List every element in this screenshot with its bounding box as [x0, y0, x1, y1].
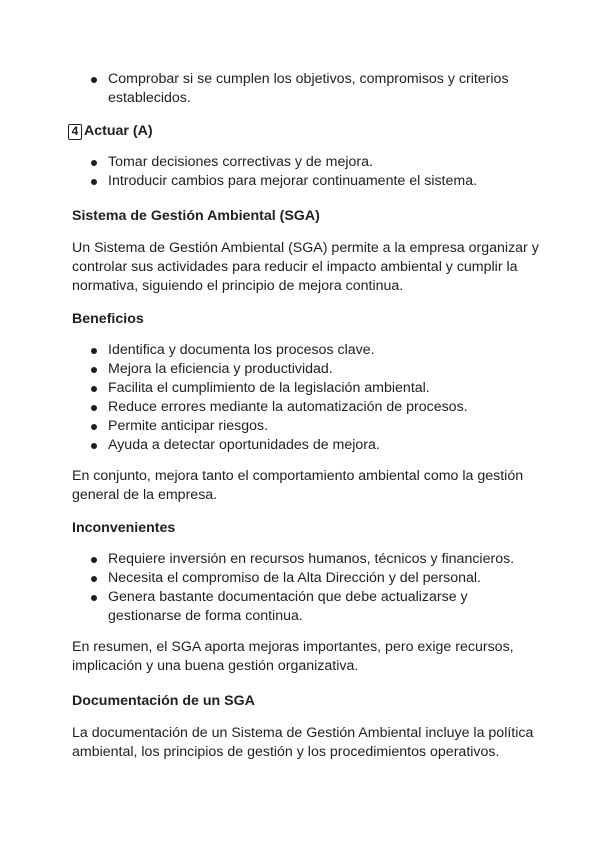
list-item: Comprobar si se cumplen los objetivos, compromisos y criterios establecidos. — [72, 70, 540, 108]
list-item: Introducir cambios para mejorar continuamente el sistema. — [72, 172, 540, 191]
list-item: Identifica y documenta los procesos clave. — [72, 341, 540, 360]
list-item: Reduce errores mediante la automatización de procesos. — [72, 398, 540, 417]
documentation-heading: Documentación de un SGA — [72, 693, 255, 709]
benefits-list — [72, 341, 540, 455]
list-item: Facilita el cumplimiento de la legislación ambiental. — [72, 379, 540, 398]
sga-heading: Sistema de Gestión Ambiental (SGA) — [72, 208, 320, 224]
step-4-title: Actuar (A) — [84, 123, 153, 139]
list-item: Ayuda a detectar oportunidades de mejora. — [72, 436, 540, 455]
list-item: Genera bastante documentación que debe actualizarse y gestionarse de forma continua. — [72, 588, 540, 626]
list-item: Tomar decisiones correctivas y de mejora. — [72, 153, 540, 172]
check-list — [72, 70, 540, 108]
list-item: Necesita el compromiso de la Alta Dirección y del personal. — [72, 569, 540, 588]
benefits-summary-paragraph: En conjunto, mejora tanto el comportamiento ambiental como la gestión general de la empresa. — [72, 468, 524, 503]
drawbacks-heading: Inconvenientes — [72, 520, 176, 536]
act-list — [72, 153, 540, 191]
sga-intro-paragraph: Un Sistema de Gestión Ambiental (SGA) permite a la empresa organizar y controlar sus actividades para reducir el impacto ambiental y cumplir la normativa, siguiendo el principio de mejora continua. — [72, 240, 539, 294]
step-4-heading — [72, 122, 540, 141]
list-item: Mejora la eficiencia y productividad. — [72, 360, 540, 379]
benefits-heading: Beneficios — [72, 311, 144, 327]
drawbacks-summary-paragraph: En resumen, el SGA aporta mejoras importantes, pero exige recursos, implicación y una buena gestión organizativa. — [72, 639, 514, 674]
list-item: Requiere inversión en recursos humanos, técnicos y financieros. — [72, 550, 540, 569]
list-item: Permite anticipar riesgos. — [72, 417, 540, 436]
drawbacks-list — [72, 550, 540, 626]
keycap-number-icon: 4 — [68, 124, 82, 140]
documentation-paragraph: La documentación de un Sistema de Gestión Ambiental incluye la política ambiental, los principios de gestión y los procedimientos operativos. — [72, 725, 534, 760]
